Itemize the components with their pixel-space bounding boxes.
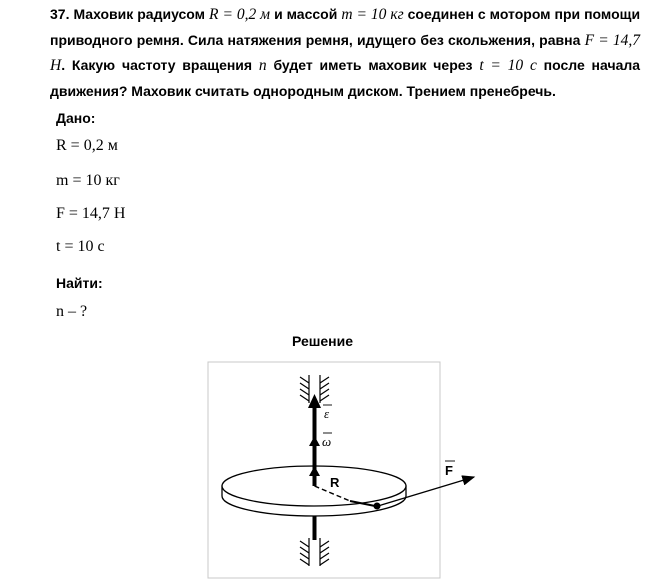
given-force: F = 14,7 H bbox=[56, 205, 126, 222]
find-value: n – ? bbox=[56, 303, 88, 320]
find-label: Найти: bbox=[56, 275, 103, 291]
math-time: t = 10 c bbox=[479, 57, 537, 74]
problem-text-4: . Какую частоту вращения bbox=[61, 57, 253, 73]
given-radius: R = 0,2 м bbox=[56, 137, 118, 154]
math-mass: m = 10 кг bbox=[341, 6, 404, 23]
problem-text-1: Маховик радиусом bbox=[73, 6, 206, 22]
epsilon-label: ε bbox=[324, 406, 330, 421]
math-radius: R = 0,2 м bbox=[209, 6, 271, 23]
math-force: F = 14,7 H bbox=[50, 31, 641, 74]
problem-number: 37. bbox=[50, 6, 70, 22]
given-mass: m = 10 кг bbox=[56, 172, 120, 189]
given-time: t = 10 c bbox=[56, 238, 105, 255]
omega-label: ω bbox=[322, 434, 332, 449]
problem-text-5: будет иметь маховик через bbox=[273, 57, 473, 73]
given-label: Дано: bbox=[56, 110, 96, 126]
problem-text-3: соединен с мотором при помощи приводного ремня. Сила натяжения ремня, идущего без скольжения, равна bbox=[50, 6, 641, 48]
solution-title: Решение bbox=[291, 333, 354, 349]
problem-text-6: после начала движения? Маховик считать однородным диском. Трением пренебречь. bbox=[50, 57, 641, 99]
math-frequency: n bbox=[258, 57, 267, 74]
radius-label: R bbox=[330, 475, 340, 490]
force-label: F bbox=[445, 463, 453, 478]
problem-text-2: и массой bbox=[274, 6, 338, 22]
